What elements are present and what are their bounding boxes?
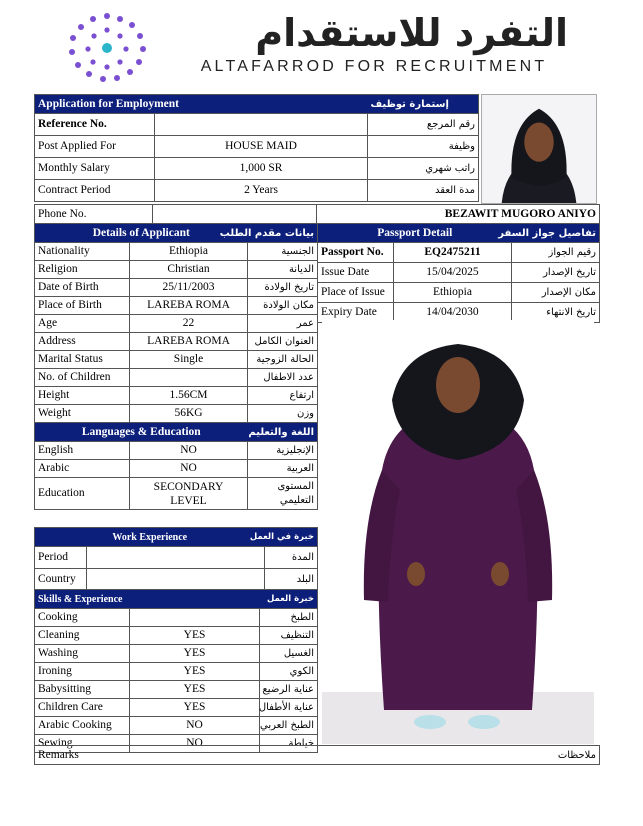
- phone-value: [153, 205, 317, 224]
- row-label-ar: راتب شهري: [368, 158, 479, 180]
- row-label-ar: العربية: [248, 460, 318, 478]
- row-value: 15/04/2025: [394, 263, 512, 283]
- row-label-ar: [248, 478, 318, 510]
- row-value: YES: [130, 663, 260, 681]
- row-value: NO: [130, 460, 248, 478]
- phone-label: Phone No.: [35, 205, 153, 224]
- row-label: Date of Birth: [35, 279, 130, 297]
- table-row: [35, 478, 318, 510]
- row-label-ar: مكان الإصدار: [512, 283, 600, 303]
- table-row: [35, 369, 318, 387]
- row-label: Post Applied For: [35, 136, 155, 158]
- education-value-line1: SECONDARY: [153, 480, 224, 493]
- row-value: LAREBA ROMA: [130, 333, 248, 351]
- table-row: [35, 158, 479, 180]
- row-label: Place of Issue: [318, 283, 394, 303]
- row-label: Ironing: [35, 663, 130, 681]
- row-label-ar: تاريخ الانتهاء: [512, 303, 600, 323]
- row-value: [87, 569, 265, 591]
- candidate-name: BEZAWIT MUGORO ANIYO: [317, 205, 600, 224]
- table-row: [35, 279, 318, 297]
- table-row: [35, 681, 318, 699]
- row-value: EQ2475211: [394, 243, 512, 263]
- row-label-ar: ارتفاع: [248, 387, 318, 405]
- row-label-ar: وظيفة: [368, 136, 479, 158]
- table-row: [35, 442, 318, 460]
- headshot-photo: [481, 94, 597, 204]
- row-value: 22: [130, 315, 248, 333]
- row-label: Children Care: [35, 699, 130, 717]
- table-row: [35, 699, 318, 717]
- row-label: Washing: [35, 645, 130, 663]
- row-label: Country: [35, 569, 87, 591]
- row-value: Single: [130, 351, 248, 369]
- table-row: [35, 717, 318, 735]
- row-label: Religion: [35, 261, 130, 279]
- row-label: Contract Period: [35, 180, 155, 202]
- row-label: Cooking: [35, 609, 130, 627]
- row-label-ar: الطبخ العربي: [260, 717, 318, 735]
- brand-logo-icon: [62, 10, 152, 86]
- row-label-ar: رقم المرجع: [368, 114, 479, 136]
- applicant-title-ar: بيانات مقدم الطلب: [248, 224, 318, 243]
- row-label: Height: [35, 387, 130, 405]
- row-label: English: [35, 442, 130, 460]
- languages-title: Languages & Education: [35, 423, 248, 442]
- row-label-ar: عناية الأطفال: [260, 699, 318, 717]
- row-label-ar: الديانة: [248, 261, 318, 279]
- remarks-label: Remarks: [35, 746, 485, 765]
- row-label: Place of Birth: [35, 297, 130, 315]
- row-value: Ethiopia: [130, 243, 248, 261]
- work-title-ar: خبرة في العمل: [265, 528, 318, 547]
- row-label: No. of Children: [35, 369, 130, 387]
- table-row: [35, 297, 318, 315]
- work-table: [34, 527, 318, 591]
- table-row: [35, 333, 318, 351]
- row-value: [155, 114, 368, 136]
- applicant-table: [34, 223, 318, 510]
- passport-title: Passport Detail: [318, 224, 512, 243]
- row-label-ar: الغسيل: [260, 645, 318, 663]
- table-row: [35, 663, 318, 681]
- row-label: Period: [35, 547, 87, 569]
- row-value: LAREBA ROMA: [130, 297, 248, 315]
- row-label: Babysitting: [35, 681, 130, 699]
- row-label-ar: البلد: [265, 569, 318, 591]
- education-value-line2: LEVEL: [170, 494, 207, 507]
- row-value: Ethiopia: [394, 283, 512, 303]
- application-header: [35, 95, 479, 114]
- table-row: [35, 405, 318, 423]
- skills-title: Skills & Experience: [35, 590, 260, 609]
- row-label: Address: [35, 333, 130, 351]
- row-label-ar: عدد الاطفال: [248, 369, 318, 387]
- row-label-ar: الحالة الزوجية: [248, 351, 318, 369]
- row-label: Cleaning: [35, 627, 130, 645]
- row-value: 1,000 SR: [155, 158, 368, 180]
- row-label-ar: عمر: [248, 315, 318, 333]
- row-value: 1.56CM: [130, 387, 248, 405]
- application-title: Application for Employment: [35, 95, 368, 114]
- table-row: [35, 547, 318, 569]
- row-value: 14/04/2030: [394, 303, 512, 323]
- row-label-ar: خياطة: [260, 735, 318, 753]
- row-value: 2 Years: [155, 180, 368, 202]
- remarks-label-ar: ملاحظات: [485, 746, 600, 765]
- work-title: Work Experience: [35, 528, 265, 547]
- row-label: Marital Status: [35, 351, 130, 369]
- table-row: [35, 180, 479, 202]
- row-label: Reference No.: [35, 114, 155, 136]
- education-ar-line2: التعليمي: [279, 494, 314, 506]
- row-label-ar: الإنجليزية: [248, 442, 318, 460]
- table-row: [35, 243, 318, 261]
- row-label: Education: [35, 478, 130, 510]
- passport-title-ar: تفاصيل جواز السفر: [512, 224, 600, 243]
- table-row: [35, 114, 479, 136]
- row-label: Sewing: [35, 735, 130, 753]
- table-row: [35, 351, 318, 369]
- row-value: [130, 369, 248, 387]
- row-label: Age: [35, 315, 130, 333]
- table-row: [35, 645, 318, 663]
- row-value: YES: [130, 681, 260, 699]
- brand-name-english: ALTAFARROD FOR RECRUITMENT: [200, 58, 548, 75]
- row-value: NO: [130, 717, 260, 735]
- applicant-header: [35, 224, 318, 243]
- row-label-ar: المدة: [265, 547, 318, 569]
- education-ar-line1: المستوى: [277, 480, 314, 492]
- row-value: YES: [130, 627, 260, 645]
- languages-header: [35, 423, 318, 442]
- application-title-ar: إستمارة توظيف: [368, 95, 479, 114]
- table-row: [318, 243, 600, 263]
- row-value: YES: [130, 699, 260, 717]
- row-value: YES: [130, 645, 260, 663]
- row-label: Weight: [35, 405, 130, 423]
- row-value: NO: [130, 735, 260, 753]
- row-label: Monthly Salary: [35, 158, 155, 180]
- full-body-photo: [322, 320, 594, 744]
- row-label-ar: الكوي: [260, 663, 318, 681]
- row-value: HOUSE MAID: [155, 136, 368, 158]
- applicant-title: Details of Applicant: [35, 224, 248, 243]
- table-row: [35, 205, 600, 224]
- row-label-ar: مكان الولادة: [248, 297, 318, 315]
- table-row: [35, 261, 318, 279]
- row-label: Arabic Cooking: [35, 717, 130, 735]
- row-label-ar: وزن: [248, 405, 318, 423]
- work-header: [35, 528, 318, 547]
- table-row: [35, 136, 479, 158]
- remarks-table: [34, 745, 600, 765]
- row-label: Issue Date: [318, 263, 394, 283]
- row-label-ar: التنظيف: [260, 627, 318, 645]
- row-value: 56KG: [130, 405, 248, 423]
- languages-title-ar: اللغة والتعليم: [248, 423, 318, 442]
- table-row: [35, 746, 600, 765]
- table-row: [35, 609, 318, 627]
- row-value: [130, 609, 260, 627]
- row-value: [87, 547, 265, 569]
- table-row: [35, 569, 318, 591]
- row-label: Nationality: [35, 243, 130, 261]
- row-label-ar: الجنسية: [248, 243, 318, 261]
- skills-header: [35, 590, 318, 609]
- skills-table: [34, 589, 318, 753]
- row-label-ar: العنوان الكامل: [248, 333, 318, 351]
- row-label-ar: مدة العقد: [368, 180, 479, 202]
- row-label: Passport No.: [318, 243, 394, 263]
- passport-header: [318, 224, 600, 243]
- brand-name-arabic: التفرد للاستقدام: [255, 11, 568, 55]
- table-row: [35, 315, 318, 333]
- row-value: NO: [130, 442, 248, 460]
- skills-title-ar: خبرة العمل: [260, 590, 318, 609]
- passport-table: [317, 223, 600, 323]
- row-value: [130, 478, 248, 510]
- row-label: Arabic: [35, 460, 130, 478]
- row-label-ar: الطبخ: [260, 609, 318, 627]
- row-label: Expiry Date: [318, 303, 394, 323]
- row-value: Christian: [130, 261, 248, 279]
- application-table: [34, 94, 479, 202]
- row-value: 25/11/2003: [130, 279, 248, 297]
- row-label-ar: تاريخ الولادة: [248, 279, 318, 297]
- table-row: [35, 627, 318, 645]
- row-label-ar: رقيم الجواز: [512, 243, 600, 263]
- table-row: [35, 460, 318, 478]
- table-row: [318, 283, 600, 303]
- table-row: [35, 387, 318, 405]
- row-label-ar: عناية الرضيع: [260, 681, 318, 699]
- phone-name-table: [34, 204, 600, 224]
- table-row: [318, 263, 600, 283]
- row-label-ar: تاريخ الإصدار: [512, 263, 600, 283]
